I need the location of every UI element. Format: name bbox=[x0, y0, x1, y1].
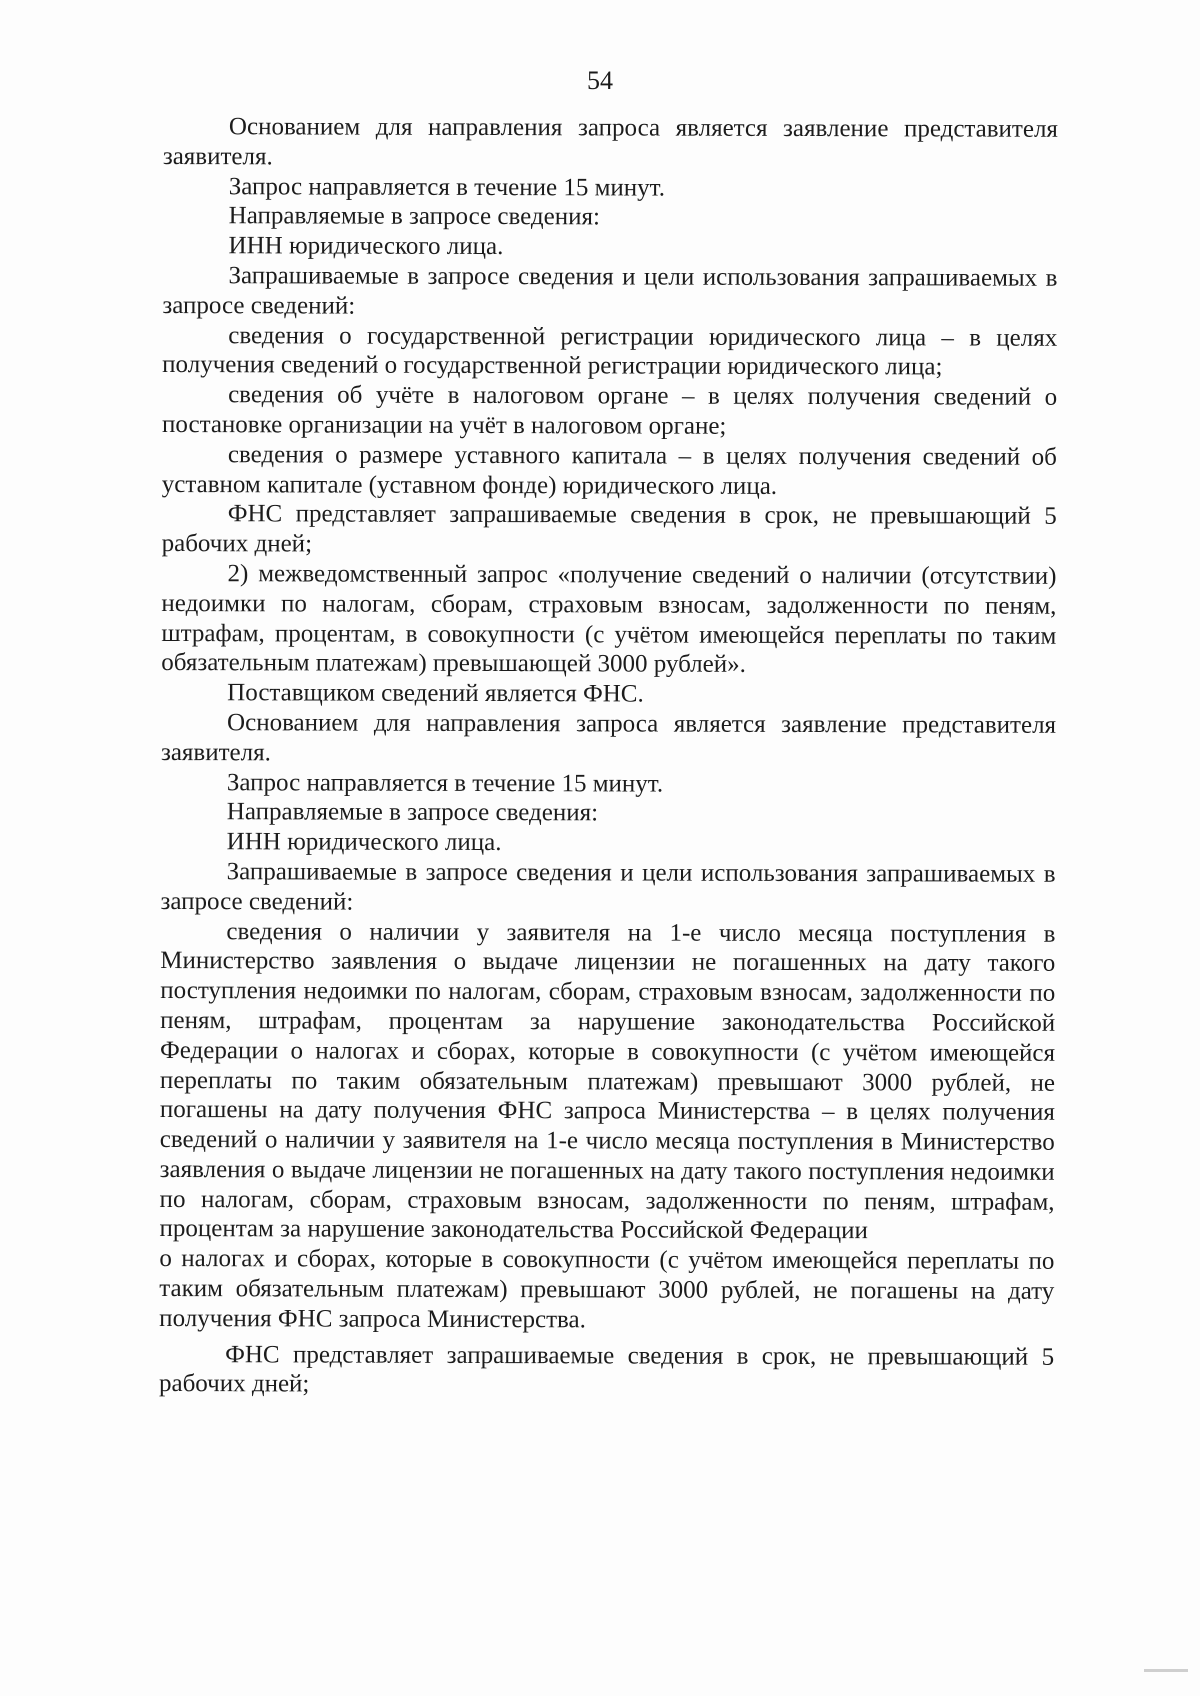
paragraph-continuation: о налогах и сборах, которые в совокупности (с учётом имеющейся переплаты по таким обязательным платежам) превышают 3000 рублей, не погашены на дату получения ФНС запроса Министерства. bbox=[159, 1245, 1055, 1334]
paragraph: ФНС представляет запрашиваемые сведения в срок, не превышающий 5 рабочих дней; bbox=[161, 500, 1057, 558]
paragraph: Основанием для направления запроса является заявление представителя заявителя. bbox=[160, 709, 1057, 767]
paragraph: Запрашиваемые в запросе сведения и цели использования запрашиваемых в запросе сведений: bbox=[160, 858, 1056, 916]
paragraph: Запрос направляется в течение 15 минут. bbox=[226, 768, 664, 798]
paragraph: Запрашиваемые в запросе сведения и цели использования запрашиваемых в запросе сведений: bbox=[162, 262, 1058, 320]
paragraph: Поставщиком сведений является ФНС. bbox=[227, 679, 644, 708]
paragraph: ИНН юридического лица. bbox=[228, 232, 504, 261]
paragraph: Основанием для направления запроса является заявление представителя заявителя. bbox=[162, 113, 1058, 171]
paragraph: ФНС представляет запрашиваемые сведения в срок, не превышающий 5 рабочих дней; bbox=[158, 1340, 1055, 1398]
page-number: 54 bbox=[587, 66, 613, 95]
paragraph: сведения о размере уставного капитала – в целях получения сведений об уставном капитале (уставном фонде) юридического лица. bbox=[161, 440, 1057, 500]
paragraph: Направляемые в запросе сведения: bbox=[226, 798, 599, 827]
document-body bbox=[159, 112, 1058, 1402]
paragraph: Направляемые в запросе сведения: bbox=[228, 202, 601, 231]
paragraph: сведения о наличии у заявителя на 1-е число месяца поступления в Министерство заявления о выдаче лицензии не погашенных на дату такого поступления недоимки по налогам, сборам, страховым взносам, задолженности по пеням, штрафам, процентам за нарушение законодательства Российской Федерации о налогах и сборах, которые в совокупности (с учётом имеющейся переплаты по таким обязательным платежам) превышают 3000 рублей, не погашены на дату получения ФНС запроса Министерства – в целях получения сведений о наличии у заявителя на 1-е число месяца поступления в Министерство заявления о выдаче лицензии не погашенных на дату такого поступления недоимки по налогам, сборам, страховым взносам, задолженности по пеням, штрафам, процентам за нарушение законодательства Российской Федерации bbox=[159, 917, 1056, 1245]
paragraph: сведения об учёте в налоговом органе – в целях получения сведений о постановке организации на учёт в налоговом органе; bbox=[161, 381, 1058, 440]
scan-edge-mark bbox=[1144, 1669, 1188, 1672]
paragraph: 2) межведомственный запрос «получение сведений о наличии (отсутствии) недоимки по налогам, сборам, страховым взносам, задолженности по пеням, штрафам, процентам, в совокупности (с учётом имеющейся переплаты по таким обязательным платежам) превышающей 3000 рублей». bbox=[161, 560, 1057, 679]
paragraph: сведения о государственной регистрации юридического лица – в целях получения сведений о государственной регистрации юридического лица; bbox=[162, 321, 1058, 381]
paragraph: ИНН юридического лица. bbox=[226, 828, 502, 857]
paragraph: Запрос направляется в течение 15 минут. bbox=[228, 172, 666, 202]
